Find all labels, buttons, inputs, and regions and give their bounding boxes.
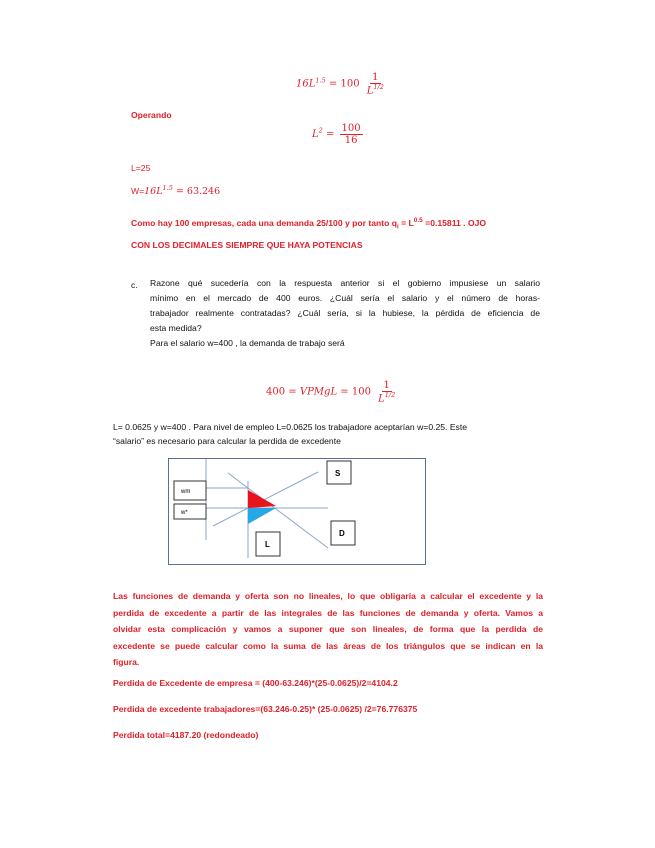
equation-2: $L^2$ = $\frac{100}{16}$ [312, 123, 361, 146]
result-text: L= 0.0625 y w=400 . Para nivel de empleo L=0.0625 los trabajadore aceptarían w=0.25. Este “salario” es necesario para calcular la perdida de excedente [113, 422, 468, 446]
empresas-note: Como hay 100 empresas, cada una demanda 25/100 y por tanto $q_i = L^{0.5} =0.15811$ . OJO CON LOS DECIMALES SIEMPRE QUE HAYA POTENCIAS [131, 217, 487, 250]
loss-empresa: Perdida de Excedente de empresa = (400-63.246)*(25-0.0625)/2=4104.2 [113, 678, 398, 688]
operando-label: Operando [131, 110, 172, 120]
wstar-label: w* [181, 510, 188, 516]
l-result: L=25 [131, 163, 151, 173]
d-label: D [339, 529, 345, 538]
s-label: S [335, 469, 341, 478]
equation-2-fraction: $\frac{100}{16}$ [341, 123, 361, 146]
l-label: L [265, 540, 270, 549]
equation-1-fraction: $\frac{1}{L^{1/2}}$ [366, 72, 384, 97]
loss-total: Perdida total=4187.20 (redondeado) [113, 730, 259, 740]
equation-3-fraction: $\frac{1}{L^{1/2}}$ [378, 380, 396, 405]
loss-trabajadores: Perdida de excedente trabajadores=(63.246-0.25)* (25-0.0625) /2=76.776375 [113, 704, 418, 714]
surplus-figure [168, 458, 426, 565]
linear-assumption-paragraph: Las funciones de demanda y oferta son no lineales, lo que obligaría a calcular el excedente y la perdida de excedente a partir de las integrales de las funciones de demanda y oferta. Vamos a olvidar esta complicación y vamos a suponer que son lineales, de forma que la perdida de excedente se puede calcular como la suma de las áreas de los triángulos que se indican en la figura. [113, 591, 543, 667]
equation-3: 400 = VPMgL = 100 $\frac{1}{L^{1/2}}$ [266, 380, 396, 405]
equation-1: $16L^{1.5} = 100$ $\frac{1}{L^{1/2}}$ [296, 72, 384, 97]
wstar-box [174, 504, 206, 519]
question-c: Razone qué sucedería con la respuesta anterior si el gobierno impusiese un salario mínimo en el mercado de 400 euros. ¿Cuál sería el salario y el número de horas- trabajador realmente contratadas? ¿Cuál sería, si la hubiese, la pérdida de eficiencia de esta medida? Para el salario w=400 , la demanda de trabajo será [150, 278, 540, 348]
wm-label: wm [181, 489, 191, 495]
w-result: $W=16L^{1.5} = 63.246$ [131, 184, 221, 198]
question-c-marker: c. [131, 280, 138, 290]
figure-frame [169, 459, 426, 565]
